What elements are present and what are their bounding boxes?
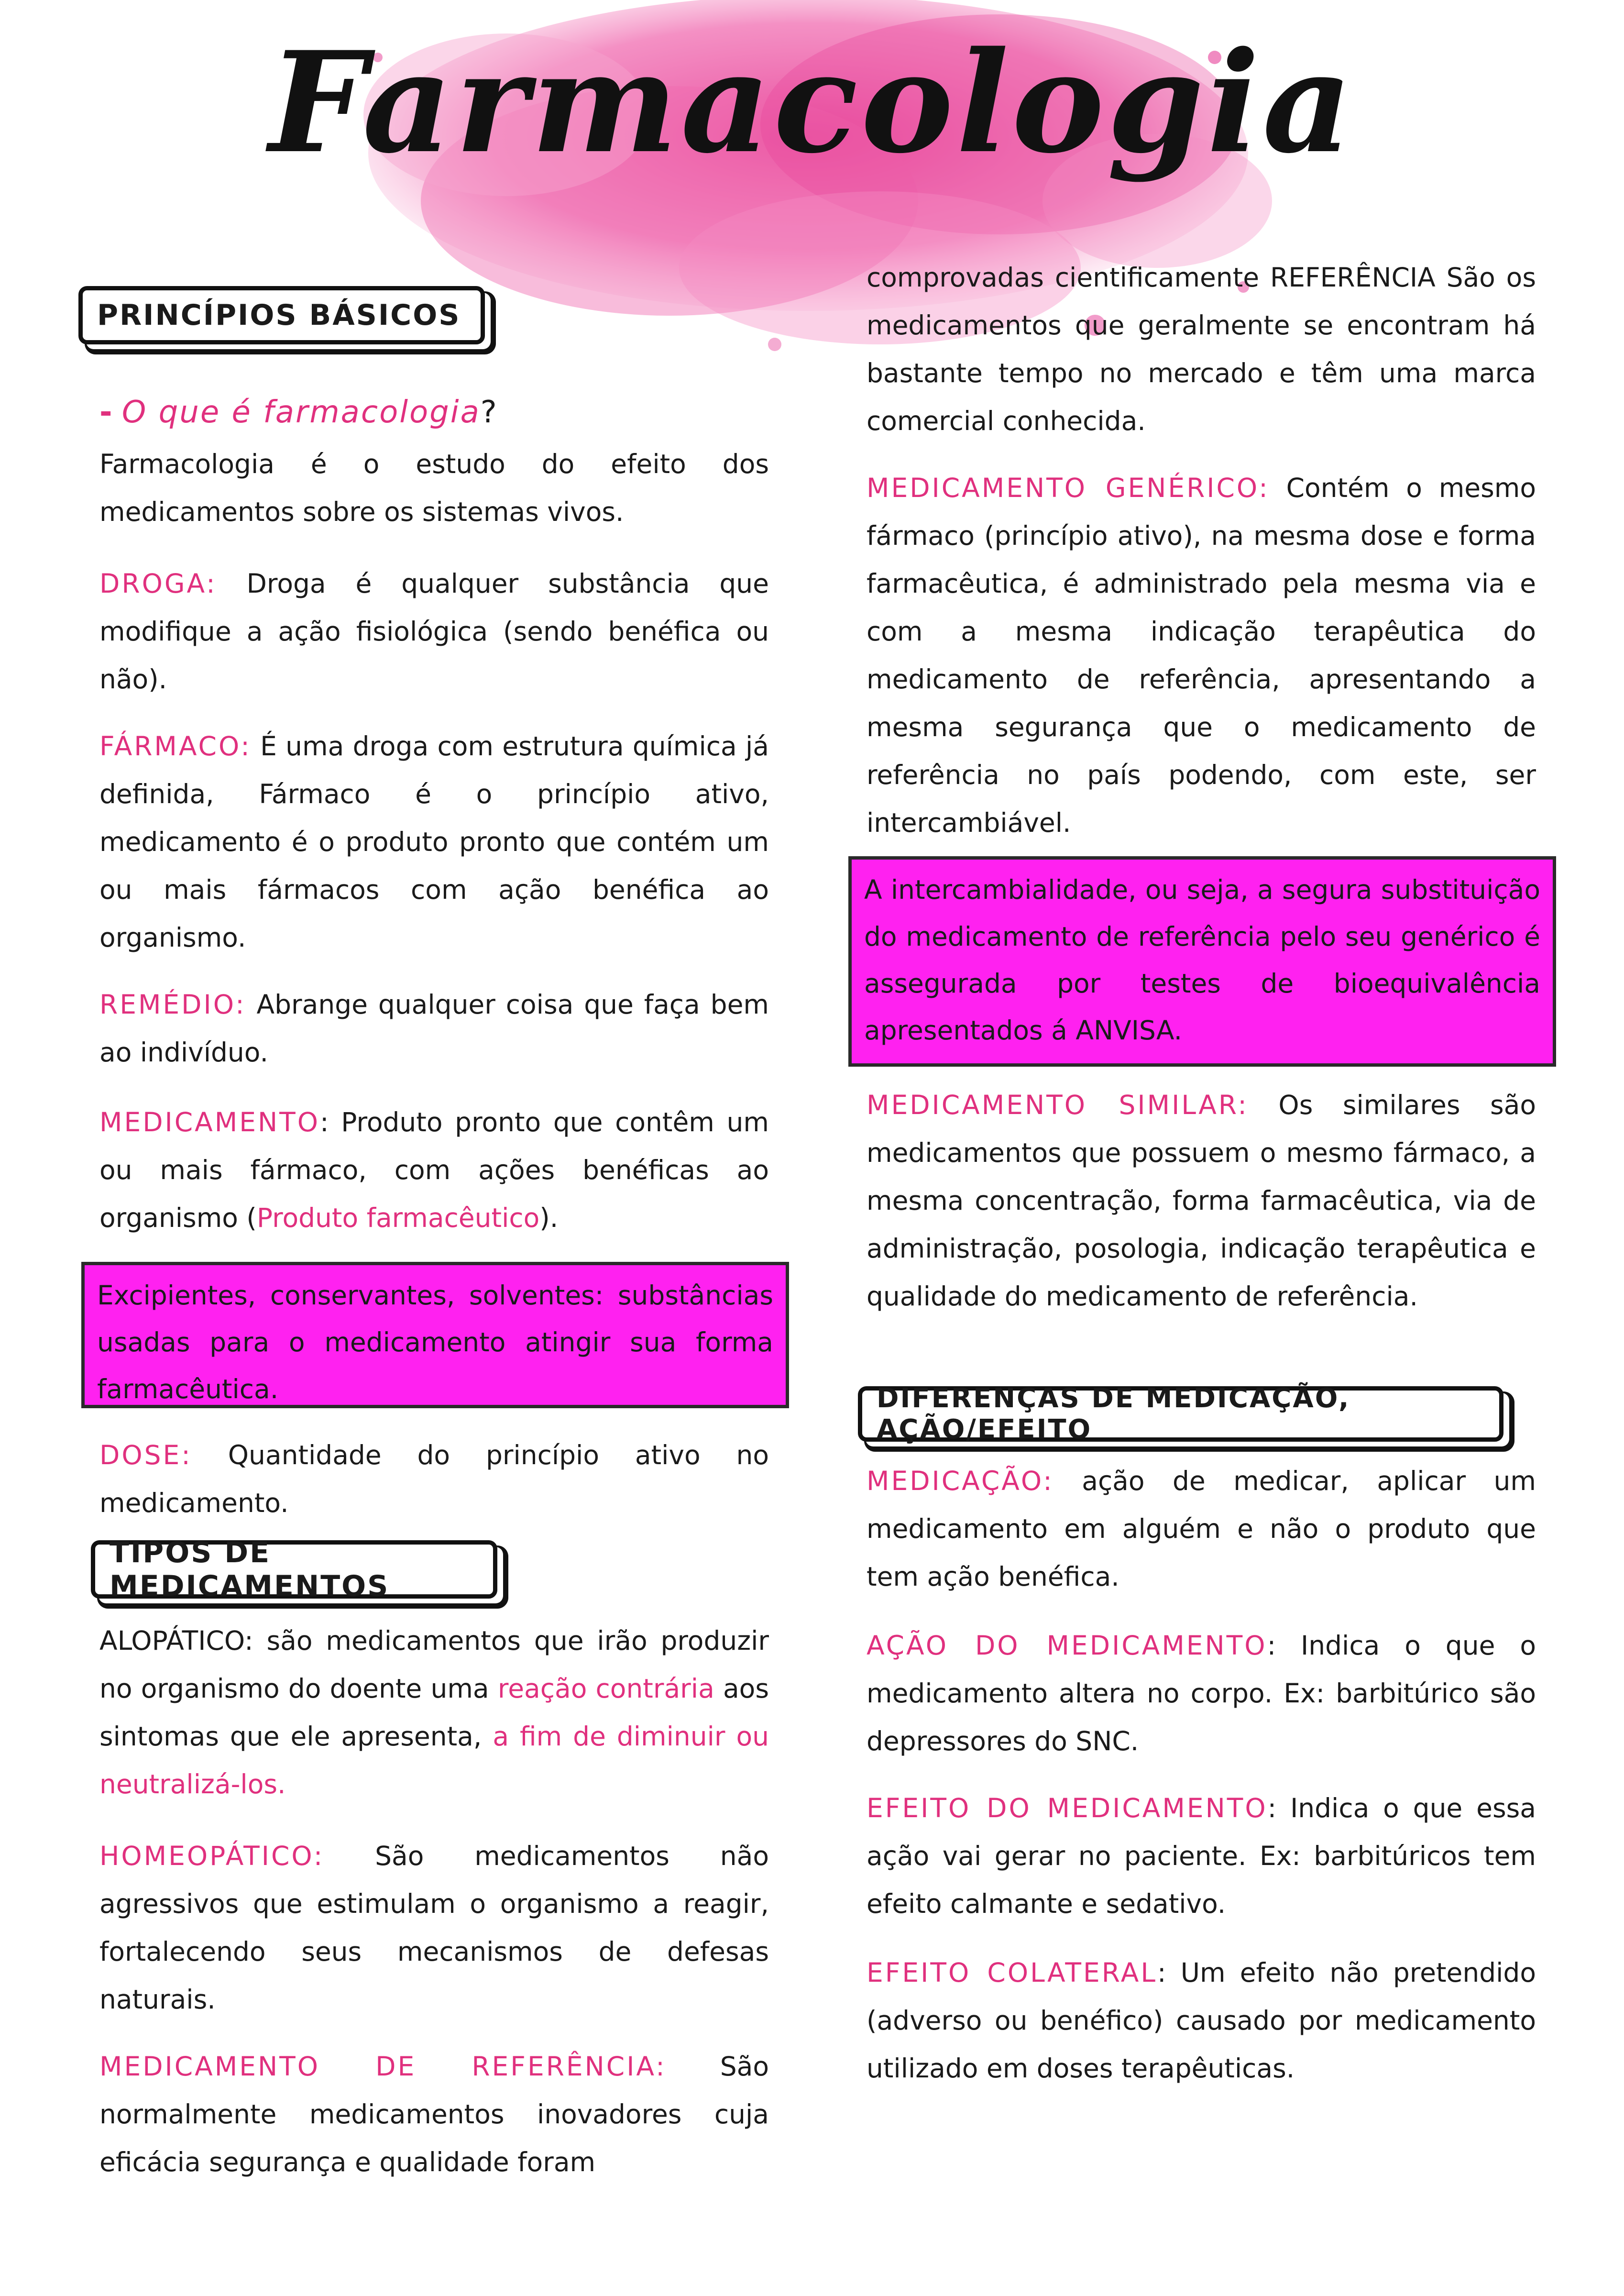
- farmaco-text: É uma droga com estrutura química já definida, Fármaco é o princípio ativo, medicamento é o produto pronto que contém um ou mais fármacos com ação benéfica ao organismo.: [99, 731, 769, 953]
- intro-text: Farmacologia é o estudo do efeito dos medicamentos sobre os sistemas vivos.: [99, 449, 769, 527]
- medicamento-colon: :: [320, 1107, 329, 1137]
- dose-term: DOSE:: [99, 1440, 192, 1470]
- droga-text: Droga é qualquer substância que modifique a ação fisiológica (sendo benéfica ou não).: [99, 568, 769, 695]
- excipientes-text: Excipientes, conservantes, solventes: substâncias usadas para o medicamento atingir sua forma farmacêutica.: [97, 1280, 773, 1404]
- question-mark: ?: [480, 395, 497, 430]
- homeopatico-term: HOMEOPÁTICO:: [99, 1841, 325, 1871]
- colateral-colon: :: [1157, 1957, 1166, 1988]
- medicacao-text: ação de medicar, aplicar um medicamento em alguém e não o produto que tem ação benéfica.: [867, 1466, 1536, 1592]
- medicamento-paragraph: [99, 1098, 769, 1242]
- generico-paragraph: [867, 464, 1536, 847]
- remedio-paragraph: [99, 981, 769, 1076]
- farmaco-paragraph: [99, 722, 769, 961]
- page-title: Farmacologia: [269, 22, 1355, 184]
- medicamento-highlight: Produto farmacêutico: [256, 1203, 540, 1233]
- acao-term: AÇÃO DO MEDICAMENTO: [867, 1630, 1267, 1661]
- farmaco-term: FÁRMACO:: [99, 731, 252, 762]
- dose-paragraph: [99, 1431, 769, 1527]
- question-text: O que é farmacologia: [121, 395, 481, 430]
- colateral-term: EFEITO COLATERAL: [867, 1957, 1157, 1988]
- section-header-principios: PRINCÍPIOS BÁSICOS: [78, 286, 485, 344]
- colateral-text: Um efeito não pretendido (adverso ou benéfico) causado por medicamento utilizado em doses terapêuticas.: [867, 1957, 1536, 2084]
- medicamento-text: Produto pronto que contêm um ou mais fármaco, com ações benéficas ao organismo (: [99, 1107, 769, 1233]
- excipientes-box: [81, 1262, 789, 1408]
- alopatico-paragraph: [99, 1617, 769, 1808]
- alopatico-text2: aos sintomas que ele apresenta,: [99, 1673, 769, 1752]
- intro-paragraph: [99, 440, 769, 536]
- intercambialidade-text: A intercambialidade, ou seja, a segura substituição do medicamento de referência pelo seu genérico é assegurada por testes de bioequivalência apresentados á ANVISA.: [864, 874, 1540, 1046]
- alopatico-text1: ALOPÁTICO: são medicamentos que irão produzir no organismo do doente uma: [99, 1625, 769, 1704]
- efeito-term: EFEITO DO MEDICAMENTO: [867, 1793, 1268, 1823]
- acao-text: Indica o que o medicamento altera no corpo. Ex: barbitúrico são depressores do SNC.: [867, 1630, 1536, 1756]
- colateral-paragraph: [867, 1949, 1536, 2092]
- section-header-tipos: TIPOS DE MEDICAMENTOS: [91, 1540, 497, 1599]
- efeito-text: Indica o que essa ação vai gerar no paciente. Ex: barbitúricos tem efeito calmante e sedativo.: [867, 1793, 1536, 1919]
- similar-term: MEDICAMENTO SIMILAR:: [867, 1090, 1249, 1120]
- medicacao-term: MEDICAÇÃO:: [867, 1466, 1054, 1496]
- section-header-diferencas: DIFERENÇAS DE MEDICAÇÃO, AÇÃO/EFEITO: [858, 1386, 1503, 1442]
- acao-colon: :: [1267, 1630, 1276, 1661]
- alopatico-hl2: a fim de diminuir ou neutralizá-los.: [99, 1721, 769, 1799]
- efeito-paragraph: [867, 1784, 1536, 1928]
- remedio-term: REMÉDIO:: [99, 989, 246, 1020]
- homeopatico-text: São medicamentos não agressivos que estimulam o organismo a reagir, fortalecendo seus mecanismos de defesas naturais.: [99, 1841, 769, 2015]
- droga-term: DROGA:: [99, 568, 217, 599]
- referencia-cont-text: comprovadas cientificamente REFERÊNCIA São os medicamentos que geralmente se encontram há bastante tempo no mercado e têm uma marca comercial conhecida.: [867, 262, 1536, 436]
- droga-paragraph: [99, 560, 769, 703]
- referencia-term: MEDICAMENTO DE REFERÊNCIA:: [99, 2051, 667, 2082]
- referencia-paragraph: [99, 2042, 769, 2186]
- medicamento-term: MEDICAMENTO: [99, 1107, 320, 1137]
- similar-text: Os similares são medicamentos que possuem o mesmo fármaco, a mesma concentração, forma farmacêutica, via de administração, posologia, indicação terapêutica e qualidade do medicamento de referência.: [867, 1090, 1536, 1312]
- referencia-text: São normalmente medicamentos inovadores cuja eficácia segurança e qualidade foram: [99, 2051, 769, 2177]
- similar-paragraph: [867, 1081, 1536, 1320]
- alopatico-hl1: reação contrária: [497, 1673, 714, 1704]
- generico-term: MEDICAMENTO GENÉRICO:: [867, 473, 1270, 503]
- medicamento-end: ).: [539, 1203, 559, 1233]
- referencia-continued: [867, 254, 1536, 445]
- question-dash: -: [99, 395, 112, 430]
- homeopatico-paragraph: [99, 1832, 769, 2023]
- remedio-text: Abrange qualquer coisa que faça bem ao indivíduo.: [99, 989, 769, 1068]
- intercambialidade-box: [848, 856, 1556, 1067]
- efeito-colon: :: [1267, 1793, 1277, 1823]
- medicacao-paragraph: [867, 1457, 1536, 1601]
- generico-text: Contém o mesmo fármaco (princípio ativo), na mesma dose e forma farmacêutica, é administrado pela mesma via e com a mesma indicação terapêutica do medicamento de referência, apresentando a mesma segurança que o medicamento de referência no país podendo, com este, ser intercambiável.: [867, 473, 1536, 838]
- dose-text: Quantidade do princípio ativo no medicamento.: [99, 1440, 769, 1518]
- question-block: [99, 388, 769, 436]
- acao-paragraph: [867, 1622, 1536, 1765]
